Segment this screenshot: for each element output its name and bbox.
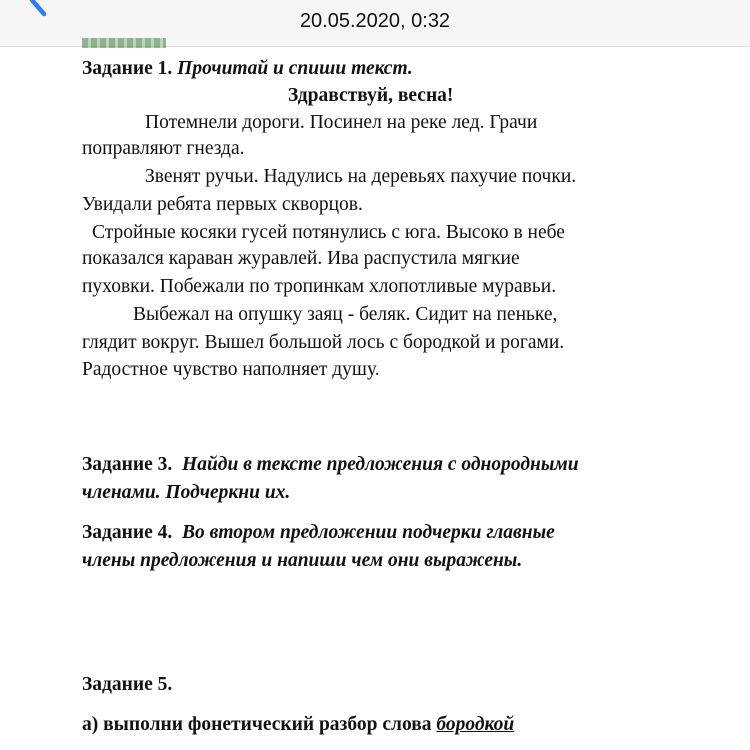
text-line-4: Увидали ребята первых скворцов. [82,194,363,215]
task1-heading [82,56,413,82]
task1-instruction: Прочитай и спиши текст. [177,58,413,79]
timestamp: 20.05.2020, 0:32 [299,10,451,32]
text-line-5: Стройные косяки гусей потянулись с юга. Высоко в небе [92,222,565,243]
text-line-1: Потемнели дороги. Посинел на реке лед. Грачи [145,112,538,133]
text-line-7: пуховки. Побежали по тропинкам хлопотливые муравьи. [82,276,557,297]
task3-instruction-2: членами. Подчеркни их. [82,482,291,503]
task4-instruction-1: Во втором предложении подчерки главные [182,522,555,543]
cut-off-heading-fragment [82,38,166,48]
document-page [0,46,750,750]
task5-item-a-word: бородкой [436,714,515,735]
text-line-2: поправляют гнезда. [82,138,245,159]
text-line-10: Радостное чувство наполняет душу. [82,359,380,380]
text-line-6: показался караван журавлей. Ива распустила мягкие [82,248,520,269]
text-line-9: глядит вокруг. Вышел большой лось с бородкой и рогами. [82,332,565,353]
task3-instruction-1: Найди в тексте предложения с однородными [182,454,579,475]
text-line-3: Звенят ручьи. Надулись на деревьях пахучие почки. [145,166,577,187]
task3-heading [82,452,579,478]
task5-item-a-text: а) выполни фонетический разбор слова [82,714,432,735]
task4-instruction-2: члены предложения и напиши чем они выражены. [82,550,523,571]
task3-label: Задание 3. [82,454,173,475]
text-title: Здравствуй, весна! [288,85,454,106]
task5-label: Задание 5. [82,674,173,695]
text-line-8: Выбежал на опушку заяц - беляк. Сидит на пеньке, [133,304,558,325]
task4-label: Задание 4. [82,522,173,543]
task5-item-a [82,712,514,738]
task4-heading [82,520,555,546]
task1-label: Задание 1. [82,58,173,79]
